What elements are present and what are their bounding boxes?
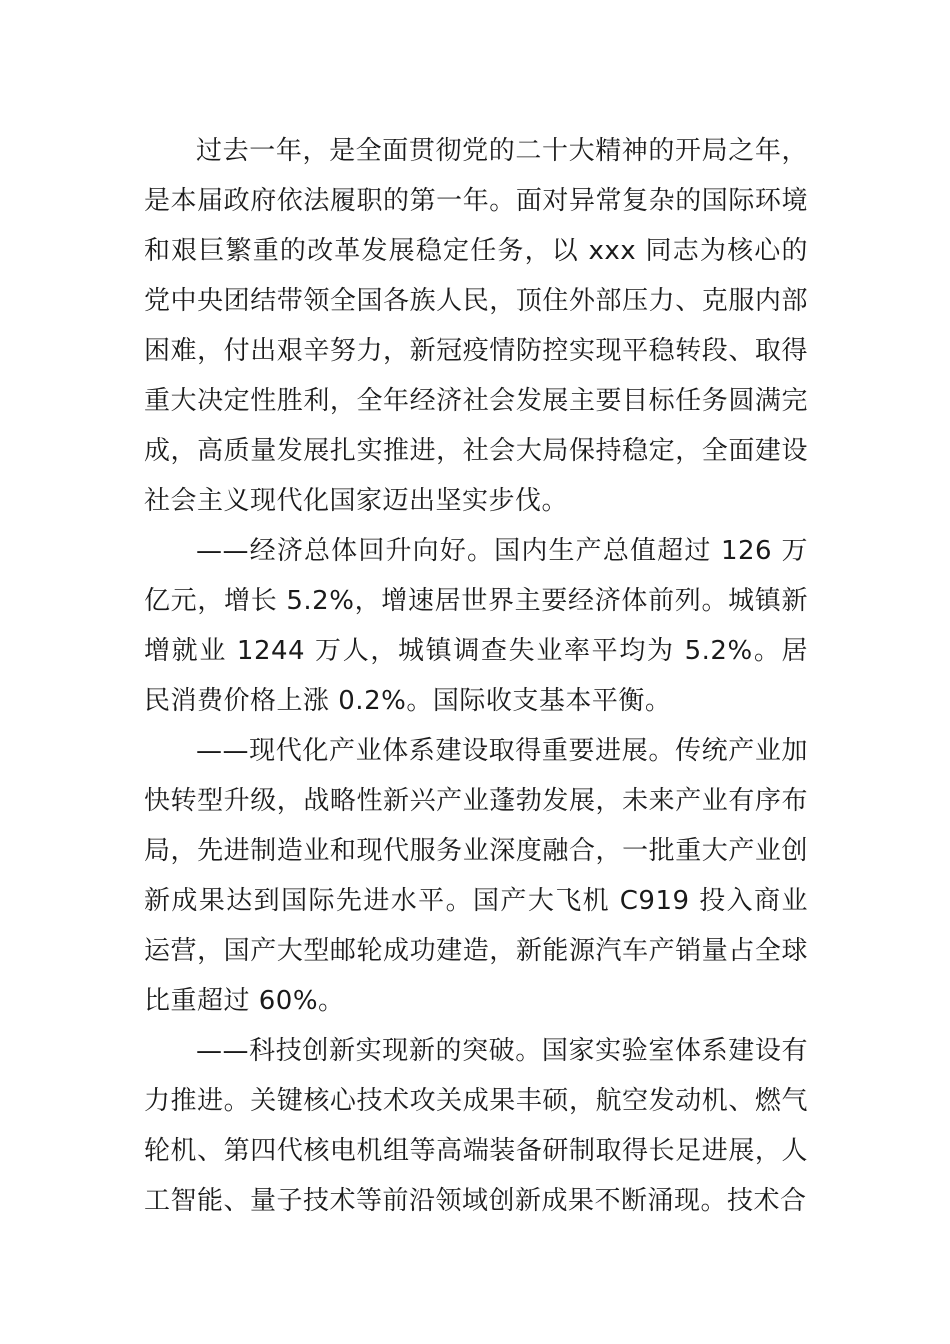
paragraph-industry: ——现代化产业体系建设取得重要进展。传统产业加快转型升级，战略性新兴产业蓬勃发展，未来产业有序布局，先进制造业和现代服务业深度融合，一批重大产业创新成果达到国际先进水平。国产大飞机 C919 投入商业运营，国产大型邮轮成功建造，新能源汽车产销量占全球比重超过 60%。	[144, 736, 808, 1016]
paragraph-intro: 过去一年，是全面贯彻党的二十大精神的开局之年，是本届政府依法履职的第一年。面对异常复杂的国际环境和艰巨繁重的改革发展稳定任务，以 xxx 同志为核心的党中央团结带领全国各族人民，顶住外部压力、克服内部困难，付出艰辛努力，新冠疫情防控实现平稳转段、取得重大决定性胜利，全年经济社会发展主要目标任务圆满完成，高质量发展扎实推进，社会大局保持稳定，全面建设社会主义现代化国家迈出坚实步伐。	[144, 136, 808, 516]
paragraph-economy: ——经济总体回升向好。国内生产总值超过 126 万亿元，增长 5.2%，增速居世界主要经济体前列。城镇新增就业 1244 万人，城镇调查失业率平均为 5.2%。居民消费价格上涨 0.2%。国际收支基本平衡。	[144, 536, 808, 716]
paragraph-technology: ——科技创新实现新的突破。国家实验室体系建设有力推进。关键核心技术攻关成果丰硕，航空发动机、燃气轮机、第四代核电机组等高端装备研制取得长足进展，人工智能、量子技术等前沿领域创新成果不断涌现。技术合	[144, 1036, 808, 1216]
document-body	[144, 126, 808, 1226]
